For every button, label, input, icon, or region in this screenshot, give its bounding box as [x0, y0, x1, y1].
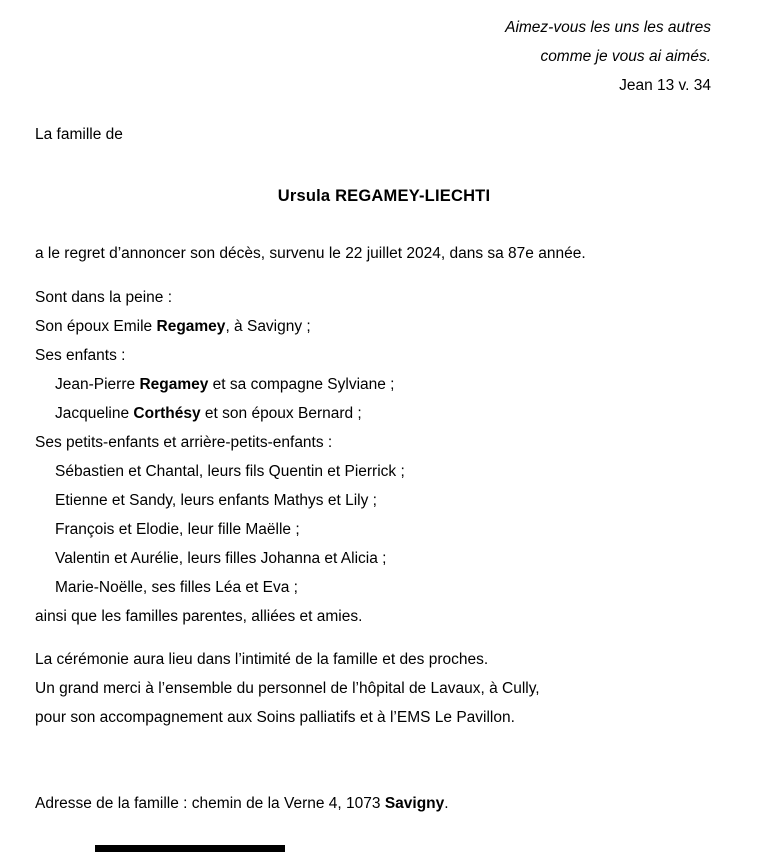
mourner-grandchild-5: Marie-Noëlle, ses filles Léa et Eva ;: [55, 579, 298, 596]
mourner-child-2: [35, 399, 733, 428]
mourner-grandchild-4: Valentin et Aurélie, leurs filles Johanna et Alicia ;: [55, 550, 387, 567]
mourner-grandchild-3: François et Elodie, leur fille Maëlle ;: [55, 521, 300, 538]
related-families: ainsi que les familles parentes, alliées et amies.: [35, 608, 363, 625]
death-announcement: a le regret d’annoncer son décès, survenu le 22 juillet 2024, dans sa 87e année.: [35, 245, 586, 262]
mourner-child-1-pre: Jean-Pierre: [55, 376, 140, 393]
mourners-list: [35, 283, 733, 631]
children-intro: Ses enfants :: [35, 347, 126, 364]
mourner-child-1: [35, 370, 733, 399]
mourner-child-2-surname: Corthésy: [133, 405, 201, 422]
mourner-child-2-pre: Jacqueline: [55, 405, 134, 422]
family-address: [35, 789, 768, 818]
mourners-intro: Sont dans la peine :: [35, 289, 173, 306]
mourner-child-1-surname: Regamey: [139, 376, 209, 393]
epigraph-line-1: Aimez-vous les uns les autres: [505, 19, 711, 36]
mourner-child-1-post: et sa compagne Sylviane ;: [208, 376, 395, 393]
mourner-child-2-post: et son époux Bernard ;: [200, 405, 362, 422]
epigraph-attribution: Jean 13 v. 34: [619, 77, 711, 94]
epigraph-line-2: comme je vous ai aimés.: [540, 48, 711, 65]
mourner-grandchild-2: Etienne et Sandy, leurs enfants Mathys et Lily ;: [55, 492, 377, 509]
mourner-grandchild-1: Sébastien et Chantal, leurs fils Quentin et Pierrick ;: [55, 463, 405, 480]
mourner-spouse-post: , à Savigny ;: [225, 318, 311, 335]
mourner-spouse-surname: Regamey: [156, 318, 226, 335]
family-address-post: .: [444, 795, 449, 812]
family-address-pre: Adresse de la famille : chemin de la Verne 4, 1073: [35, 795, 385, 812]
family-intro: La famille de: [35, 126, 123, 143]
ceremony-paragraph: [35, 645, 733, 732]
ceremony-line-2: Un grand merci à l’ensemble du personnel de l’hôpital de Lavaux, à Cully,: [35, 680, 540, 697]
epigraph: [0, 0, 768, 100]
mourner-spouse-pre: Son époux Emile: [35, 318, 157, 335]
grandchildren-intro: Ses petits-enfants et arrière-petits-enfants :: [35, 434, 333, 451]
ceremony-line-1: La cérémonie aura lieu dans l’intimité de la famille et des proches.: [35, 651, 489, 668]
partial-footer-bar: [95, 845, 285, 852]
ceremony-line-3: pour son accompagnement aux Soins palliatifs et à l’EMS Le Pavillon.: [35, 709, 515, 726]
deceased-name: Ursula REGAMEY-LIECHTI: [277, 187, 491, 205]
family-address-town: Savigny: [384, 795, 445, 812]
mourner-spouse: [35, 312, 733, 341]
